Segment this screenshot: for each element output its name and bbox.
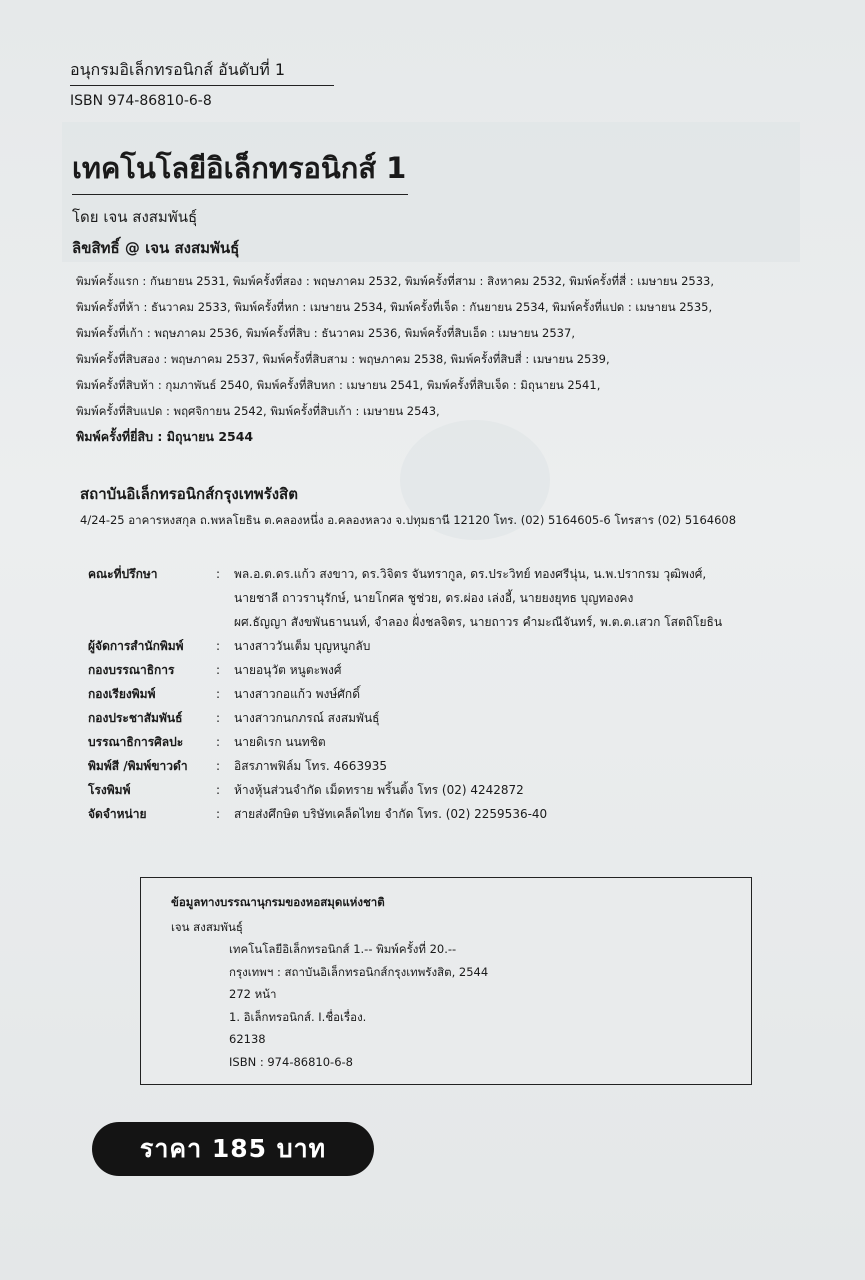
publisher-name: สถาบันอิเล็กทรอนิกส์กรุงเทพรังสิต [80, 485, 298, 503]
book-title: เทคโนโลยีอิเล็กทรอนิกส์ 1 [72, 145, 408, 195]
printing-line: พิมพ์ครั้งที่เก้า : พฤษภาคม 2536, พิมพ์ครั้งที่สิบ : ธันวาคม 2536, พิมพ์ครั้งที่สิบเอ็ด : เมษายน 2537, [76, 326, 575, 340]
catalog-line: กรุงเทพฯ : สถาบันอิเล็กทรอนิกส์กรุงเทพรังสิต, 2544 [229, 964, 489, 979]
staff-value: พล.อ.ต.ดร.แก้ว สงขาว, ดร.วิจิตร จันทรากูล, ดร.ประวิทย์ ทองศรีนุ่น, น.พ.ปรากรม วุฒิพงศ์, [234, 567, 707, 581]
printing-line: พิมพ์ครั้งแรก : กันยายน 2531, พิมพ์ครั้งที่สอง : พฤษภาคม 2532, พิมพ์ครั้งที่สาม : สิงหาคม 2532, พิมพ์ครั้งที่สี่ : เมษายน 2533, [76, 274, 714, 288]
catalog-entries [229, 938, 488, 1073]
staff-label: จัดจำหน่าย [88, 807, 147, 821]
copyright-notice: ลิขสิทธิ์ @ เจน สงสมพันธุ์ [72, 239, 240, 257]
staff-value: สายส่งศึกษิต บริษัทเคล็ดไทย จำกัด โทร. (02) 2259536-40 [234, 807, 548, 821]
cataloging-box [140, 877, 752, 1085]
staff-colon: : [216, 687, 221, 701]
catalog-line: 272 หน้า [229, 987, 277, 1001]
catalog-line: 1. อิเล็กทรอนิกส์. I.ชื่อเรื่อง. [229, 1009, 367, 1024]
latest-printing: พิมพ์ครั้งที่ยี่สิบ : มิถุนายน 2544 [76, 429, 254, 444]
staff-value: นางสาววันเต็ม บุญหนูกลับ [234, 639, 371, 653]
staff-row-advisors [88, 562, 828, 634]
staff-value: ผศ.ธัญญา สังขพันธานนท์, จำลอง ฝั่งชลจิตร, นายถาวร คำมะณีจันทร์, พ.ต.ต.เสวก โสตถิโยธิน [234, 615, 723, 629]
staff-row-publishing-manager [88, 634, 828, 658]
author: โดย เจน สงสมพันธุ์ [72, 208, 198, 226]
staff-value: ห้างหุ้นส่วนจำกัด เม็ดทราย พริ้นติ้ง โทร (02) 4242872 [234, 783, 524, 797]
catalog-heading: ข้อมูลทางบรรณานุกรมของหอสมุดแห่งชาติ [171, 895, 385, 909]
catalog-line: 62138 [229, 1032, 266, 1046]
printing-line: พิมพ์ครั้งที่สิบสอง : พฤษภาคม 2537, พิมพ์ครั้งที่สิบสาม : พฤษภาคม 2538, พิมพ์ครั้งที่สิบสี่ : เมษายน 2539, [76, 352, 610, 366]
catalog-line: ISBN : 974-86810-6-8 [229, 1054, 353, 1069]
staff-value: อิสรภาพฟิล์ม โทร. 4663935 [234, 759, 387, 773]
staff-colon: : [216, 567, 221, 581]
staff-credits [88, 562, 828, 826]
catalog-author: เจน สงสมพันธุ์ [171, 920, 243, 934]
staff-colon: : [216, 735, 221, 749]
price-badge: ราคา 185 บาท [92, 1122, 374, 1176]
staff-value: นายอนุวัต หนูตะพงศ์ [234, 663, 342, 677]
catalog-line: เทคโนโลยีอิเล็กทรอนิกส์ 1.-- พิมพ์ครั้งที่ 20.-- [229, 942, 457, 956]
staff-value: นายชาลี ถาวรานุรักษ์, นายโกศล ชูช่วย, ดร.ผ่อง เล่งอี้, นายยงยุทธ บุญทองคง [234, 591, 634, 605]
printing-history [76, 268, 816, 450]
staff-colon: : [216, 783, 221, 797]
printing-line: พิมพ์ครั้งที่ห้า : ธันวาคม 2533, พิมพ์ครั้งที่หก : เมษายน 2534, พิมพ์ครั้งที่เจ็ด : กันยายน 2534, พิมพ์ครั้งที่แปด : เมษายน 2535, [76, 300, 713, 314]
staff-colon: : [216, 711, 221, 725]
staff-value: นายดิเรก นนทชิต [234, 735, 326, 749]
staff-colon: : [216, 759, 221, 773]
publisher-address: 4/24-25 อาคารหงสกุล ถ.พหลโยธิน ต.คลองหนึ่ง อ.คลองหลวง จ.ปทุมธานี 12120 โทร. (02) 5164605-6 โทรสาร (02) 5164608 [80, 513, 737, 527]
staff-row-art-editor [88, 730, 828, 754]
staff-label: กองบรรณาธิการ [88, 663, 175, 677]
staff-label: กองเรียงพิมพ์ [88, 687, 156, 701]
series-title: อนุกรมอิเล็กทรอนิกส์ อันดับที่ 1 [70, 58, 334, 86]
staff-row-film [88, 754, 828, 778]
staff-row-printer [88, 778, 828, 802]
staff-value: นางสาวกอแก้ว พงษ์ศักดิ์ [234, 687, 360, 701]
staff-label: กองประชาสัมพันธ์ [88, 711, 183, 725]
staff-row-distributor [88, 802, 828, 826]
printing-line: พิมพ์ครั้งที่สิบห้า : กุมภาพันธ์ 2540, พิมพ์ครั้งที่สิบหก : เมษายน 2541, พิมพ์ครั้งที่สิบเจ็ด : มิถุนายน 2541, [76, 378, 601, 392]
printing-line: พิมพ์ครั้งที่สิบแปด : พฤศจิกายน 2542, พิมพ์ครั้งที่สิบเก้า : เมษายน 2543, [76, 404, 440, 418]
staff-label: บรรณาธิการศิลปะ [88, 735, 184, 749]
isbn: ISBN 974-86810-6-8 [70, 93, 212, 109]
staff-colon: : [216, 639, 221, 653]
staff-label: โรงพิมพ์ [88, 783, 131, 797]
staff-colon: : [216, 663, 221, 677]
staff-value: นางสาวกนกภรณ์ สงสมพันธุ์ [234, 711, 380, 725]
staff-row-typesetting [88, 682, 828, 706]
staff-colon: : [216, 807, 221, 821]
staff-label: คณะที่ปรึกษา [88, 567, 158, 581]
staff-row-public-relations [88, 706, 828, 730]
staff-label: ผู้จัดการสำนักพิมพ์ [88, 639, 184, 653]
staff-row-editorial [88, 658, 828, 682]
staff-label: พิมพ์สี /พิมพ์ขาวดำ [88, 759, 188, 773]
